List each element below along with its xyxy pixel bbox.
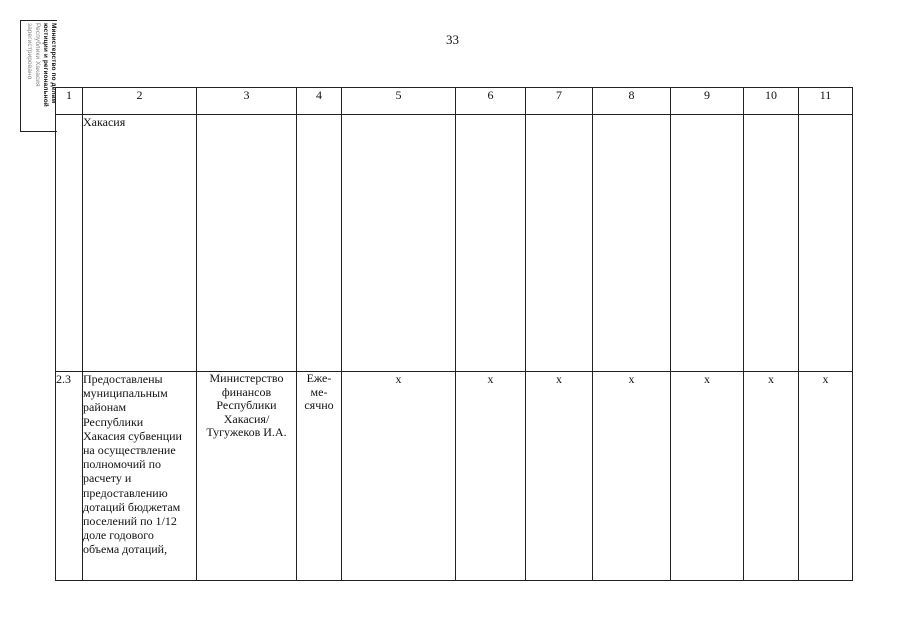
description-line: предоставлению: [83, 485, 168, 500]
table-cell: [671, 115, 744, 372]
stamp-line: Республики Хакасия: [34, 23, 41, 87]
table-cell: [197, 115, 297, 372]
header-cell: 1: [56, 88, 83, 115]
table-cell: [526, 115, 593, 372]
table-cell-description: Хакасия: [83, 115, 197, 372]
description-line: на осуществление: [83, 443, 176, 458]
description-line: полномочий по: [83, 457, 162, 472]
table-cell: [56, 115, 83, 372]
table-cell: [744, 115, 799, 372]
description-line: расчету и: [83, 471, 132, 486]
table-header-row: [56, 88, 853, 115]
table-row-continuation: [56, 115, 853, 372]
header-cell: 7: [526, 88, 593, 115]
table-cell: [456, 115, 526, 372]
description-line: поселений по 1/12: [83, 514, 177, 529]
row-frequency: [297, 372, 342, 581]
header-cell: 5: [342, 88, 456, 115]
header-cell: 2: [83, 88, 197, 115]
stamp-line: Министерство по делам: [50, 23, 57, 104]
responsible-line: Министерство: [209, 371, 284, 385]
frequency-line: ме-: [310, 384, 328, 399]
mark-cell: x: [671, 372, 744, 581]
description-line: дотаций бюджетам: [83, 499, 181, 514]
description-line: доле годового: [83, 528, 154, 543]
description-line: районам: [83, 400, 127, 415]
header-cell: 8: [593, 88, 671, 115]
mark-cell: x: [456, 372, 526, 581]
stamp-line: зарегистрировано: [26, 23, 33, 80]
responsible-line: Хакасия/: [223, 411, 270, 426]
header-cell: 11: [799, 88, 853, 115]
table-cell: [297, 115, 342, 372]
description-line: объема дотаций,: [83, 542, 168, 557]
header-cell: 9: [671, 88, 744, 115]
page-number: 33: [446, 32, 459, 47]
mark-cell: x: [799, 372, 853, 581]
row-responsible: [197, 372, 297, 581]
header-cell: 10: [744, 88, 799, 115]
header-cell: 4: [297, 88, 342, 115]
responsible-line: Республики: [216, 398, 277, 412]
frequency-line: Еже-: [306, 371, 332, 385]
header-cell: 6: [456, 88, 526, 115]
description-line: муниципальным: [83, 386, 168, 401]
stamp-line: юстиции и региональной: [42, 23, 49, 107]
header-cell: 3: [197, 88, 297, 115]
table-row-2-3: [56, 372, 853, 581]
mark-cell: x: [526, 372, 593, 581]
plan-table: [55, 87, 853, 581]
description-line: Предоставлены: [83, 372, 163, 386]
table-cell: [799, 115, 853, 372]
row-description: [83, 372, 197, 581]
mark-cell: x: [744, 372, 799, 581]
row-number: 2.3: [56, 372, 83, 581]
responsible-line: финансов: [221, 384, 272, 399]
frequency-line: сячно: [304, 398, 334, 412]
mark-cell: x: [593, 372, 671, 581]
registration-stamp: [20, 20, 57, 132]
description-line: Хакасия субвенции: [83, 428, 182, 443]
table-cell: [342, 115, 456, 372]
mark-cell: x: [342, 372, 456, 581]
description-line: Республики: [83, 414, 144, 429]
table-cell: [593, 115, 671, 372]
responsible-line: Тугужеков И.А.: [206, 425, 287, 439]
